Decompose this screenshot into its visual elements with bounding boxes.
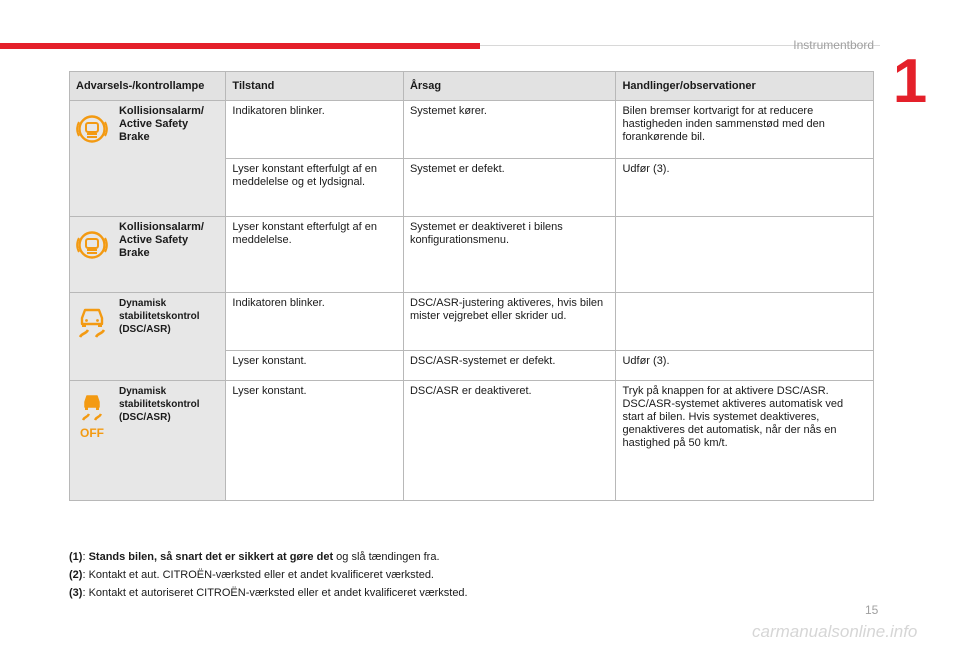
state-cell: Lyser konstant efterfulgt af en meddelelse og et lydsignal. (226, 159, 404, 217)
table-row (70, 381, 874, 501)
column-header-cause: Årsag (403, 72, 616, 101)
skidding-car-off-icon (76, 393, 108, 439)
column-header-action: Handlinger/observationer (616, 72, 874, 101)
action-cell: Tryk på knappen for at aktivere DSC/ASR. DSC/ASR-systemet aktiveres automatisk ved start af bilen. Hvis systemet deaktiveres, genaktiveres det automatisk, når der nås en hastighed på 50 km/t. (616, 381, 874, 501)
skidding-car-icon (76, 305, 108, 339)
column-header-lamp: Advarsels-/kontrollampe (70, 72, 226, 101)
off-label: OFF (80, 426, 104, 439)
footnote-text: Kontakt et aut. CITROËN-værksted eller et andet kvalificeret værksted. (88, 569, 434, 581)
state-cell: Lyser konstant. (226, 381, 404, 501)
header-accent-bar (0, 43, 480, 49)
section-title: Instrumentbord (793, 38, 874, 52)
cause-cell: DSC/ASR-justering aktiveres, hvis bilen mister vejgrebet eller skrider ud. (403, 293, 616, 351)
action-cell: Udfør (3). (616, 159, 874, 217)
lamp-icon-cell (70, 217, 115, 293)
table-row (70, 101, 874, 159)
cause-cell: Systemet er deaktiveret i bilens konfigurationsmenu. (403, 217, 616, 293)
collision-alert-icon (76, 229, 108, 261)
watermark: carmanualsonline.info (752, 622, 918, 641)
lamp-name: Kollisionsalarm/ Active Safety Brake (115, 217, 226, 293)
cause-cell: DSC/ASR er deaktiveret. (403, 381, 616, 501)
lamp-icon-cell (70, 293, 115, 381)
action-cell: Udfør (3). (616, 351, 874, 381)
cause-cell: Systemet er defekt. (403, 159, 616, 217)
footnote-3: (3): Kontakt et autoriseret CITROËN-værksted eller et andet kvalificeret værksted. (69, 587, 468, 599)
footnote-ref: (2) (69, 569, 83, 581)
cause-cell: DSC/ASR-systemet er defekt. (403, 351, 616, 381)
lamp-name: Dynamisk stabilitetskontrol (DSC/ASR) (115, 381, 226, 501)
state-cell: Lyser konstant. (226, 351, 404, 381)
page-number: 15 (865, 603, 879, 617)
action-cell: Bilen bremser kortvarigt for at reducere hastigheden inden sammenstød med den forankørende bil. (616, 101, 874, 159)
footnote-1: (1): Stands bilen, så snart det er sikkert at gøre det og slå tændingen fra. (69, 551, 440, 563)
cause-cell: Systemet kører. (403, 101, 616, 159)
footnote-bold-text: Stands bilen, så snart det er sikkert at gøre det (88, 551, 334, 563)
action-cell (616, 293, 874, 351)
footnote-2: (2): Kontakt et aut. CITROËN-værksted eller et andet kvalificeret værksted. (69, 569, 434, 581)
state-cell: Indikatoren blinker. (226, 101, 404, 159)
lamp-icon-cell (70, 101, 115, 217)
table-header-row (70, 72, 874, 101)
lamp-name: Kollisionsalarm/ Active Safety Brake (115, 101, 226, 217)
footnotes (69, 548, 468, 602)
footnote-text: Kontakt et autoriseret CITROËN-værksted eller et andet kvalificeret værksted. (88, 587, 468, 599)
table-row (70, 217, 874, 293)
footnote-ref: (3) (69, 587, 83, 599)
footnote-ref: (1) (69, 551, 83, 563)
state-cell: Indikatoren blinker. (226, 293, 404, 351)
lamp-name: Dynamisk stabilitetskontrol (DSC/ASR) (115, 293, 226, 381)
column-header-state: Tilstand (226, 72, 404, 101)
warning-lamp-table (69, 71, 874, 501)
collision-alert-icon (76, 113, 108, 145)
footnote-text: og slå tændingen fra. (333, 551, 440, 563)
table-row (70, 293, 874, 351)
action-cell (616, 217, 874, 293)
state-cell: Lyser konstant efterfulgt af en meddelelse. (226, 217, 404, 293)
chapter-number: 1 (892, 47, 928, 116)
lamp-icon-cell (70, 381, 115, 501)
